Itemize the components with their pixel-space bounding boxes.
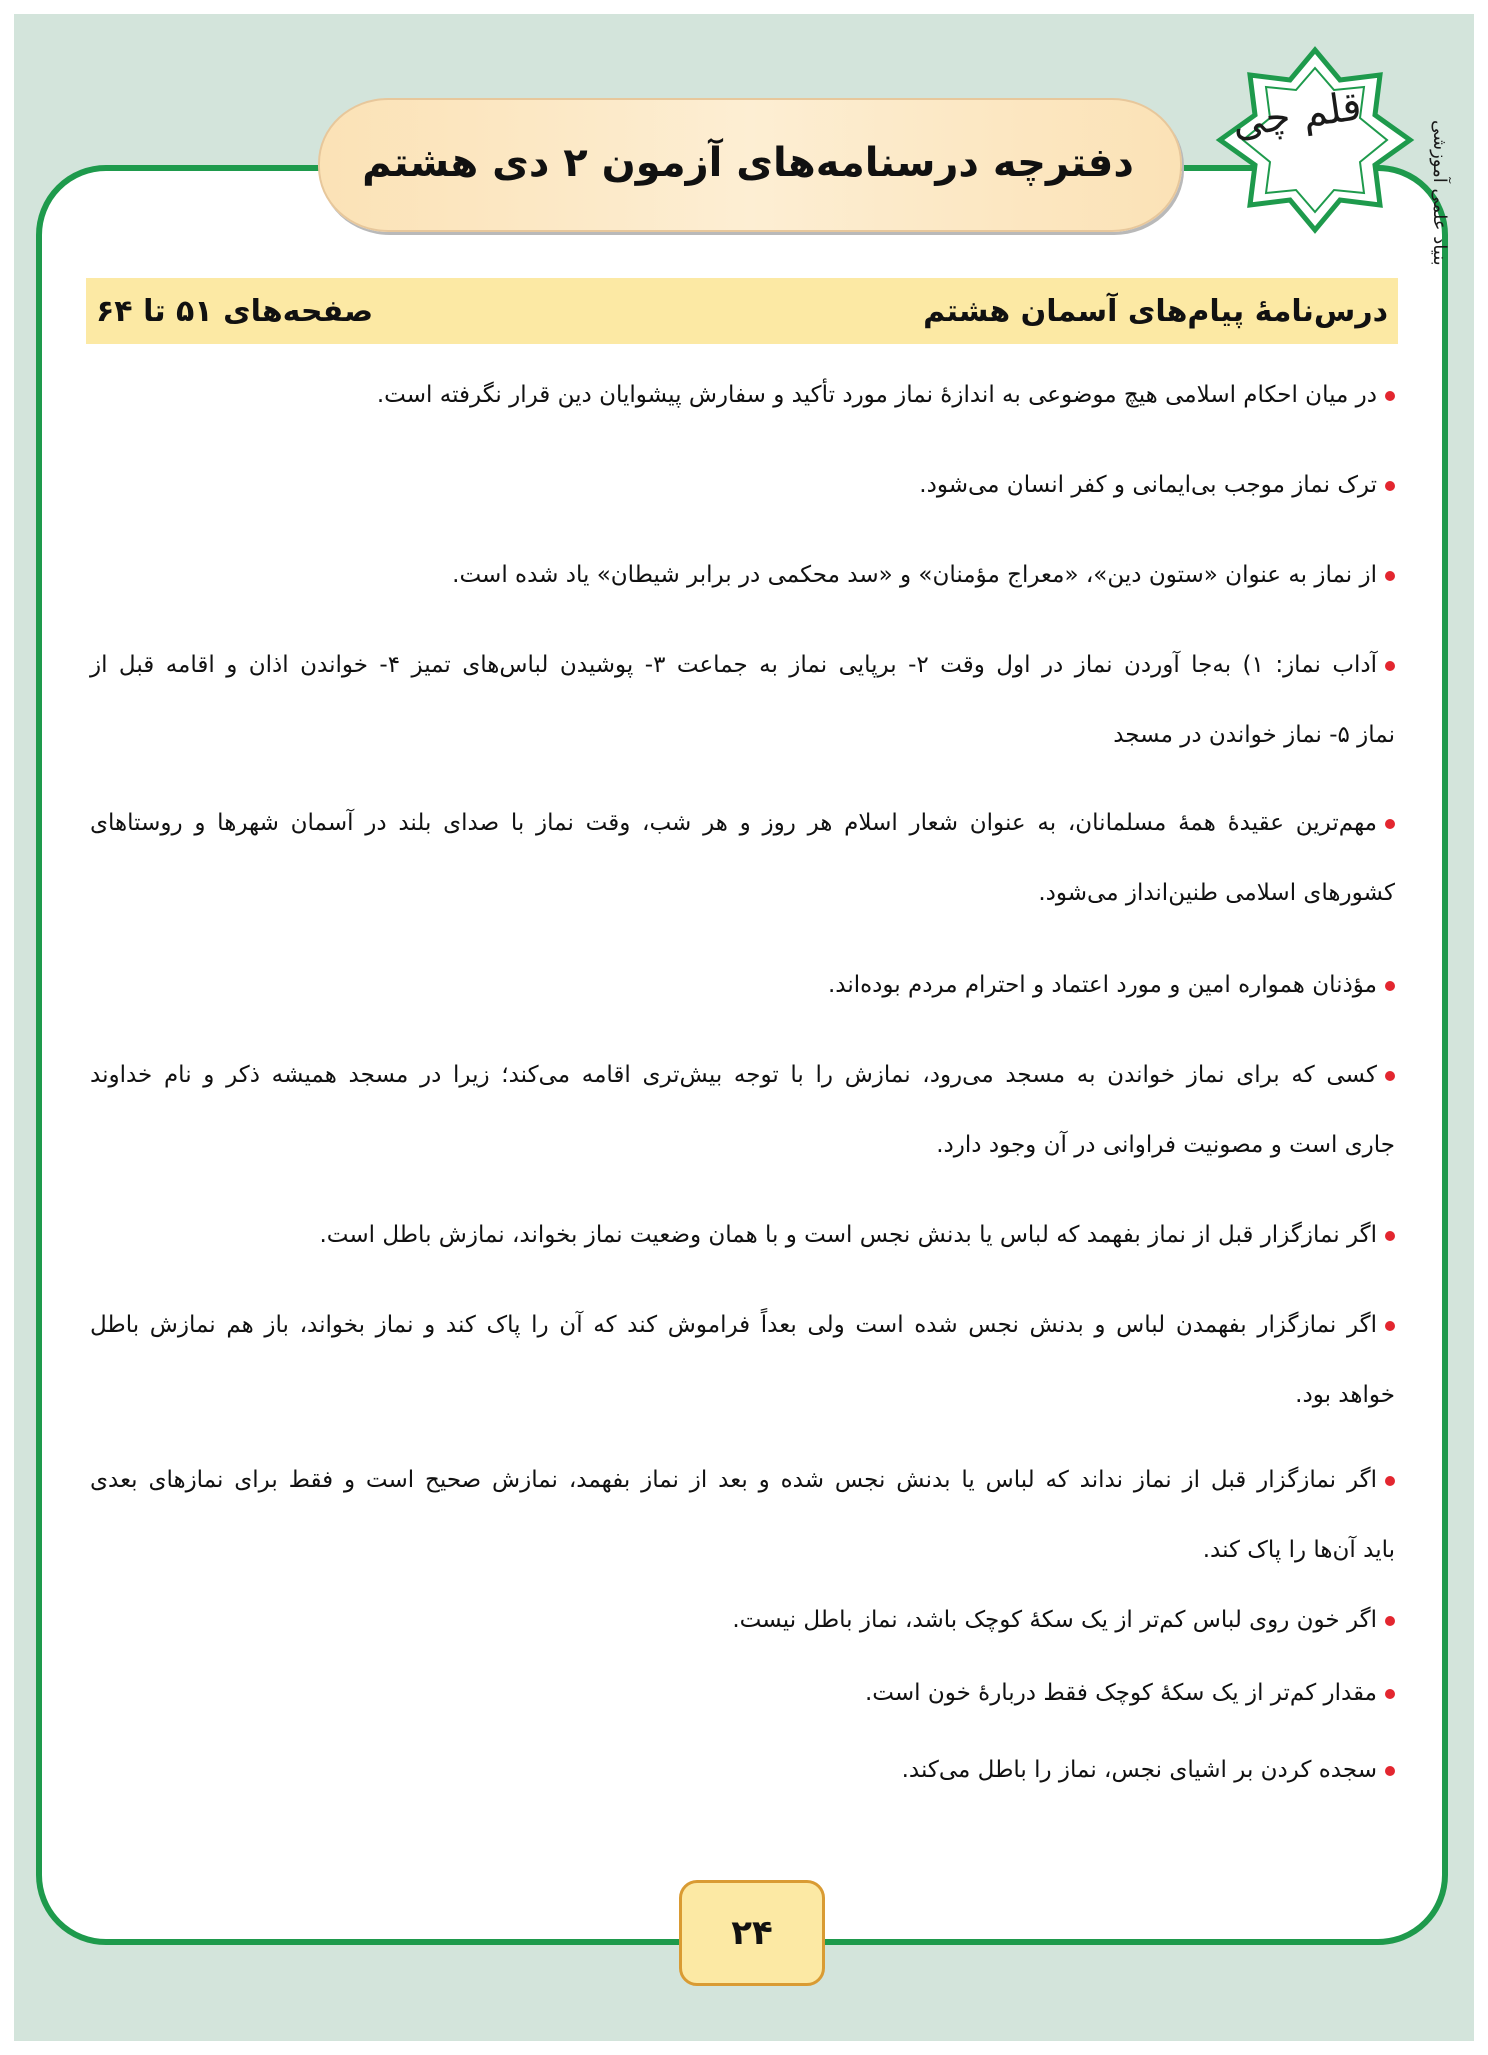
section-title: درس‌نامهٔ پیام‌های آسمان هشتم: [923, 293, 1388, 329]
list-item: ترک نماز موجب بی‌ایمانی و کفر انسان می‌شود.: [90, 450, 1395, 520]
logo-text: قلم چی: [1229, 83, 1365, 147]
bullet-icon: [1385, 1689, 1395, 1699]
bullet-icon: [1385, 819, 1395, 829]
list-item: اگر نمازگزار قبل از نماز بفهمد که لباس یا بدنش نجس است و با همان وضعیت نماز بخواند، نمازش باطل است.: [90, 1200, 1395, 1270]
list-item: آداب نماز: ۱) به‌جا آوردن نماز در اول وقت ۲- برپایی نماز به جماعت ۳- پوشیدن لباس‌های تمیز ۴- خواندن اذان و اقامه قبل از نماز ۵- نماز خواندن در مسجد: [90, 652, 1395, 748]
list-item: مهم‌ترین عقیدهٔ همهٔ مسلمانان، به عنوان شعار اسلام هر روز و هر شب، وقت نماز با صدای بلند در آسمان شهرها و روستاهای کشورهای اسلامی طنین‌انداز می‌شود.: [90, 810, 1395, 906]
bullet-icon: [1385, 481, 1395, 491]
list-item: اگر نمازگزار قبل از نماز نداند که لباس یا بدنش نجس شده و بعد از نماز بفهمد، نمازش صحیح است و فقط برای نمازهای بعدی باید آن‌ها را پاک کند.: [90, 1467, 1395, 1563]
list-item: اگر خون روی لباس کم‌تر از یک سکهٔ کوچک باشد، نماز باطل نیست.: [90, 1585, 1395, 1655]
section-header: [86, 278, 1398, 344]
bullet-icon: [1385, 1476, 1395, 1486]
bullet-icon: [1385, 571, 1395, 581]
list-item: از نماز به عنوان «ستون دین»، «معراج مؤمنان» و «سد محکمی در برابر شیطان» یاد شده است.: [90, 540, 1395, 610]
bullet-icon: [1385, 1071, 1395, 1081]
bullet-icon: [1385, 391, 1395, 401]
page-title: دفترچه درسنامه‌های آزمون ۲ دی هشتم: [362, 140, 1134, 186]
bullet-icon: [1385, 1766, 1395, 1776]
list-item: کسی که برای نماز خواندن به مسجد می‌رود، نمازش را با توجه بیش‌تری اقامه می‌کند؛ زیرا در مسجد همیشه ذکر و نام خداوند جاری است و مصونیت فراوانی در آن وجود دارد.: [90, 1062, 1395, 1158]
bullet-icon: [1385, 1321, 1395, 1331]
list-item: سجده کردن بر اشیای نجس، نماز را باطل می‌کند.: [90, 1735, 1395, 1805]
bullet-icon: [1385, 661, 1395, 671]
bullet-icon: [1385, 1616, 1395, 1626]
list-item: در میان احکام اسلامی هیچ موضوعی به اندازهٔ نماز مورد تأکید و سفارش پیشوایان دین قرار نگرفته است.: [90, 360, 1395, 430]
section-pages: صفحه‌های ۵۱ تا ۶۴: [96, 293, 374, 329]
page-number: ۲۴: [679, 1880, 825, 1986]
bullet-icon: [1385, 1231, 1395, 1241]
list-item: مقدار کم‌تر از یک سکهٔ کوچک فقط دربارهٔ خون است.: [90, 1658, 1395, 1728]
logo-side-text: بنیاد علمی آموزشی: [1429, 120, 1450, 266]
list-item: مؤذنان همواره امین و مورد اعتماد و احترام مردم بوده‌اند.: [90, 950, 1395, 1020]
bullet-icon: [1385, 981, 1395, 991]
list-item: اگر نمازگزار بفهمدن لباس و بدنش نجس شده است ولی بعداً فراموش کند که آن را پاک کند و نماز بخواند، باز هم نمازش باطل خواهد بود.: [90, 1312, 1395, 1408]
